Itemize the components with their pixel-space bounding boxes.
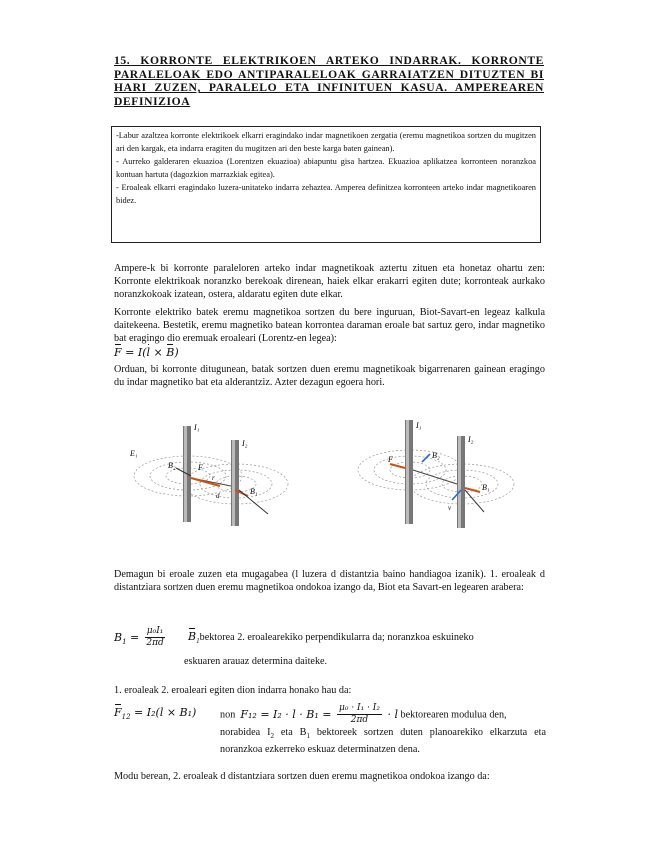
fig-right-b1-label: B₁: [482, 483, 490, 492]
fig-right-b2-label: B₂: [432, 451, 440, 460]
fig-right-f-label: F: [388, 455, 393, 464]
b1-description-line2: eskuaren arauaz determina daiteke.: [184, 656, 328, 667]
fig-right-i1-label: I₁: [416, 421, 422, 430]
fig-left-e1-label: E₁: [130, 449, 138, 458]
summary-box: [111, 126, 541, 243]
section-title: 15. KORRONTE ELEKTRIKOEN ARTEKO INDARRAK. KORRONTE PARALELOAK EDO ANTIPARALELOAK GARRAIATZEN DITUZTEN BI HARI ZUZEN, PARALELO ETA INFINITUEN KASUA. AMPEREAREN DEFINIZIOA: [114, 54, 544, 108]
lorentz-formula: F = I(l × B): [114, 345, 179, 359]
paragraph-second-conductor: Modu berean, 2. eroaleak d distantziara sortzen duen eremu magnetikoa ondokoa izango da:: [114, 771, 490, 782]
fig-left-b2-label: B₂: [168, 461, 176, 470]
fig-left-i2-label: I₂: [242, 439, 248, 448]
paragraph-biot-savart: [114, 306, 545, 360]
fig-right-v-label: v: [448, 504, 452, 512]
fig-left-r-label: r: [212, 474, 215, 482]
summary-item-2: - Aurreko galderaren ekuazioa (Lorentzen ekuazioa) abiapuntu gisa hartzea. Ekuazioa aplikatzea korronteen noranzkoa kontuan hartuta (dagozkion marrazkiak egitea).: [116, 157, 536, 179]
b1-description: $B_1bektorea$ 2. eroalearekiko perpendikularra da; noranzkoa eskuineko: [188, 630, 474, 646]
paragraph-two-currents: Orduan, bi korronte ditugunean, batak sortzen duen eremu magnetikoak bigarrenaren gainean eragingo du indar magnetiko bat eta alderantziz. Azter dezagun egoera hori.: [114, 364, 545, 389]
fig-left-f-label: F: [198, 463, 203, 472]
f12-direction-text: norabidea $I_2$ eta $B_1$ bektoreek sortzen duten planoarekiko elkarzuta eta noranzkoa ezkerreko eskuaz determinatzen dena.: [220, 727, 546, 756]
fig-left-b1-label: B₁: [250, 487, 258, 496]
figure-parallel-currents: [128, 418, 298, 528]
summary-item-1: -Labur azaltzea korronte elektrikoek elkarri eragindako indar magnetikoen zergatia (eremu magnetikoa sortzen du mugitzen ari den kargak, eta indarra eragiten du mugitzen ari den beste karga baten gainean).: [116, 131, 536, 153]
f12-modulus-line: non F₁₂ = I₂ · l · B₁ = $\frac{\text{μ₀ · I₁ · I₂}}{2\pi d}$ · l bektorearen modulua den,: [220, 703, 507, 725]
paragraph-ampere: Ampere-k bi korronte paraleloren arteko indar magnetikoak aztertu zituen eta honetaz ohartu zen: Korronte elektrikoak noranzko berekoak direnean, haiek elkar erakarri egiten dute; korronteak aurkako noranzkokoak izatean, ostera, aldaratu egiten dute elkar.: [114, 263, 545, 301]
figure-antiparallel-currents: [352, 418, 522, 528]
fig-left-d-label: d: [216, 492, 220, 500]
paragraph-biot-savart-text: Korronte elektriko batek eremu magnetikoa sortzen du bere inguruan, Biot-Savart-en legeaz kalkula daitekeena. Bestetik, eremu magnetiko batean korrontea daraman eroale bat sartuz gero, indar magnetiko bat eragingo dio eremuak eroaleari (Lorentz-en legea):: [114, 307, 545, 345]
f12-vector-formula: $F_{12} = I_2(l \times B_1)$: [114, 706, 197, 722]
figure-antiparallel-svg: [352, 418, 522, 528]
fig-right-i2-label: I₂: [468, 435, 474, 444]
paragraph-two-conductors: Demagun bi eroale zuzen eta mugagabea (l luzera d distantzia baino handiagoa izanik). 1. eroaleak d distantziara sortzen duen eremu magnetikoa ondokoa izango da, Biot eta Savart-en legearen arabera:: [114, 569, 545, 594]
summary-item-3: - Eroaleak elkarri eragindako luzera-unitateko indarra zehaztea. Amperea definitzea korronteen arteko indar magnetikoaren bidez.: [116, 183, 536, 205]
fig-left-i1-label: I₁: [194, 423, 200, 432]
figure-parallel-svg: [128, 418, 298, 528]
b1-formula: $B_1$ = $\frac{\text{μ₀I₁}}{2\pi d}$: [114, 626, 164, 648]
paragraph-force-intro: 1. eroaleak 2. eroaleari egiten dion indarra honako hau da:: [114, 685, 352, 696]
